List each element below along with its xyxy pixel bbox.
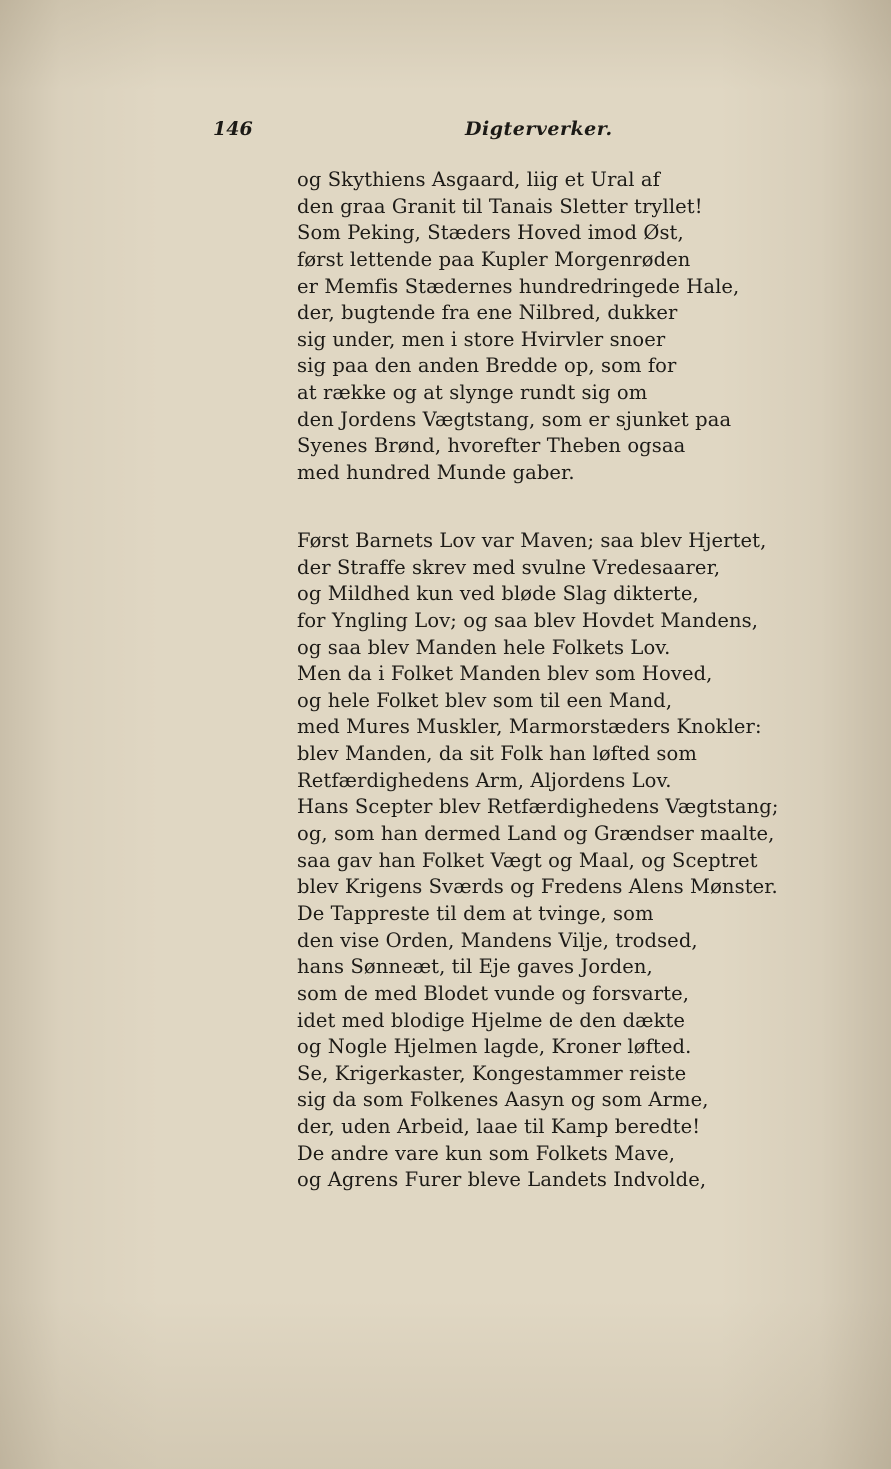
- verse-line: Se, Krigerkaster, Kongestammer reiste: [297, 1061, 687, 1085]
- verse-line: De Tappreste til dem at tvinge, som: [297, 901, 654, 925]
- verse-line: Som Peking, Stæders Hoved imod Øst,: [297, 221, 684, 245]
- running-head: [0, 118, 891, 148]
- verse-line: først lettende paa Kupler Morgenrøden: [297, 247, 691, 271]
- verse-line: den vise Orden, Mandens Vilje, trodsed,: [297, 928, 698, 952]
- verse-line: og Agrens Furer bleve Landets Indvolde,: [297, 1168, 707, 1192]
- verse-line: og saa blev Manden hele Folkets Lov.: [297, 635, 671, 659]
- verse-line: og Nogle Hjelmen lagde, Kroner løfted.: [297, 1035, 692, 1059]
- verse-line: er Memfis Stædernes hundredringede Hale,: [297, 274, 740, 298]
- verse-line: den graa Granit til Tanais Sletter tryllet!: [297, 194, 703, 218]
- verse-line: sig under, men i store Hvirvler snoer: [297, 327, 666, 351]
- verse-line: som de med Blodet vunde og forsvarte,: [297, 981, 690, 1005]
- verse-line: der Straffe skrev med svulne Vredesaarer,: [297, 555, 721, 579]
- verse-line: Retfærdighedens Arm, Aljordens Lov.: [297, 768, 672, 792]
- verse-line: der, uden Arbeid, laae til Kamp beredte!: [297, 1115, 701, 1139]
- verse-line: idet med blodige Hjelme de den dækte: [297, 1008, 686, 1032]
- verse-line: at række og at slynge rundt sig om: [297, 381, 648, 405]
- verse-line: Men da i Folket Manden blev som Hoved,: [297, 662, 713, 686]
- verse-line: sig da som Folkenes Aasyn og som Arme,: [297, 1088, 709, 1112]
- verse-line: Hans Scepter blev Retfærdighedens Vægtstang;: [297, 795, 779, 819]
- verse-line: Først Barnets Lov var Maven; saa blev Hjertet,: [297, 529, 767, 552]
- verse-line: og, som han dermed Land og Grændser maalte,: [297, 822, 775, 846]
- stanza-1: [297, 167, 739, 487]
- verse-line: Syenes Brønd, hvorefter Theben ogsaa: [297, 434, 686, 458]
- verse-line: der, bugtende fra ene Nilbred, dukker: [297, 301, 678, 325]
- verse-line: for Yngling Lov; og saa blev Hovdet Mandens,: [297, 608, 759, 632]
- running-title: Digterverker.: [465, 118, 613, 140]
- verse-line: hans Sønneæt, til Eje gaves Jorden,: [297, 955, 653, 979]
- verse-line: saa gav han Folket Vægt og Maal, og Sceptret: [297, 848, 758, 872]
- verse-line: og Mildhed kun ved bløde Slag dikterte,: [297, 582, 699, 606]
- stanza-2: [297, 528, 779, 1194]
- verse-line: og Skythiens Asgaard, liig et Ural af: [297, 168, 660, 191]
- verse-line: De andre vare kun som Folkets Mave,: [297, 1141, 676, 1165]
- verse-line: den Jordens Vægtstang, som er sjunket paa: [297, 407, 732, 431]
- page-number: 146: [213, 118, 253, 140]
- verse-line: og hele Folket blev som til een Mand,: [297, 688, 673, 712]
- verse-line: med hundred Munde gaber.: [297, 461, 575, 485]
- verse-line: blev Manden, da sit Folk han løfted som: [297, 742, 697, 766]
- verse-line: med Mures Muskler, Marmorstæders Knokler:: [297, 715, 762, 739]
- verse-line: blev Krigens Sværds og Fredens Alens Mønster.: [297, 875, 778, 899]
- verse-line: sig paa den anden Bredde op, som for: [297, 354, 677, 378]
